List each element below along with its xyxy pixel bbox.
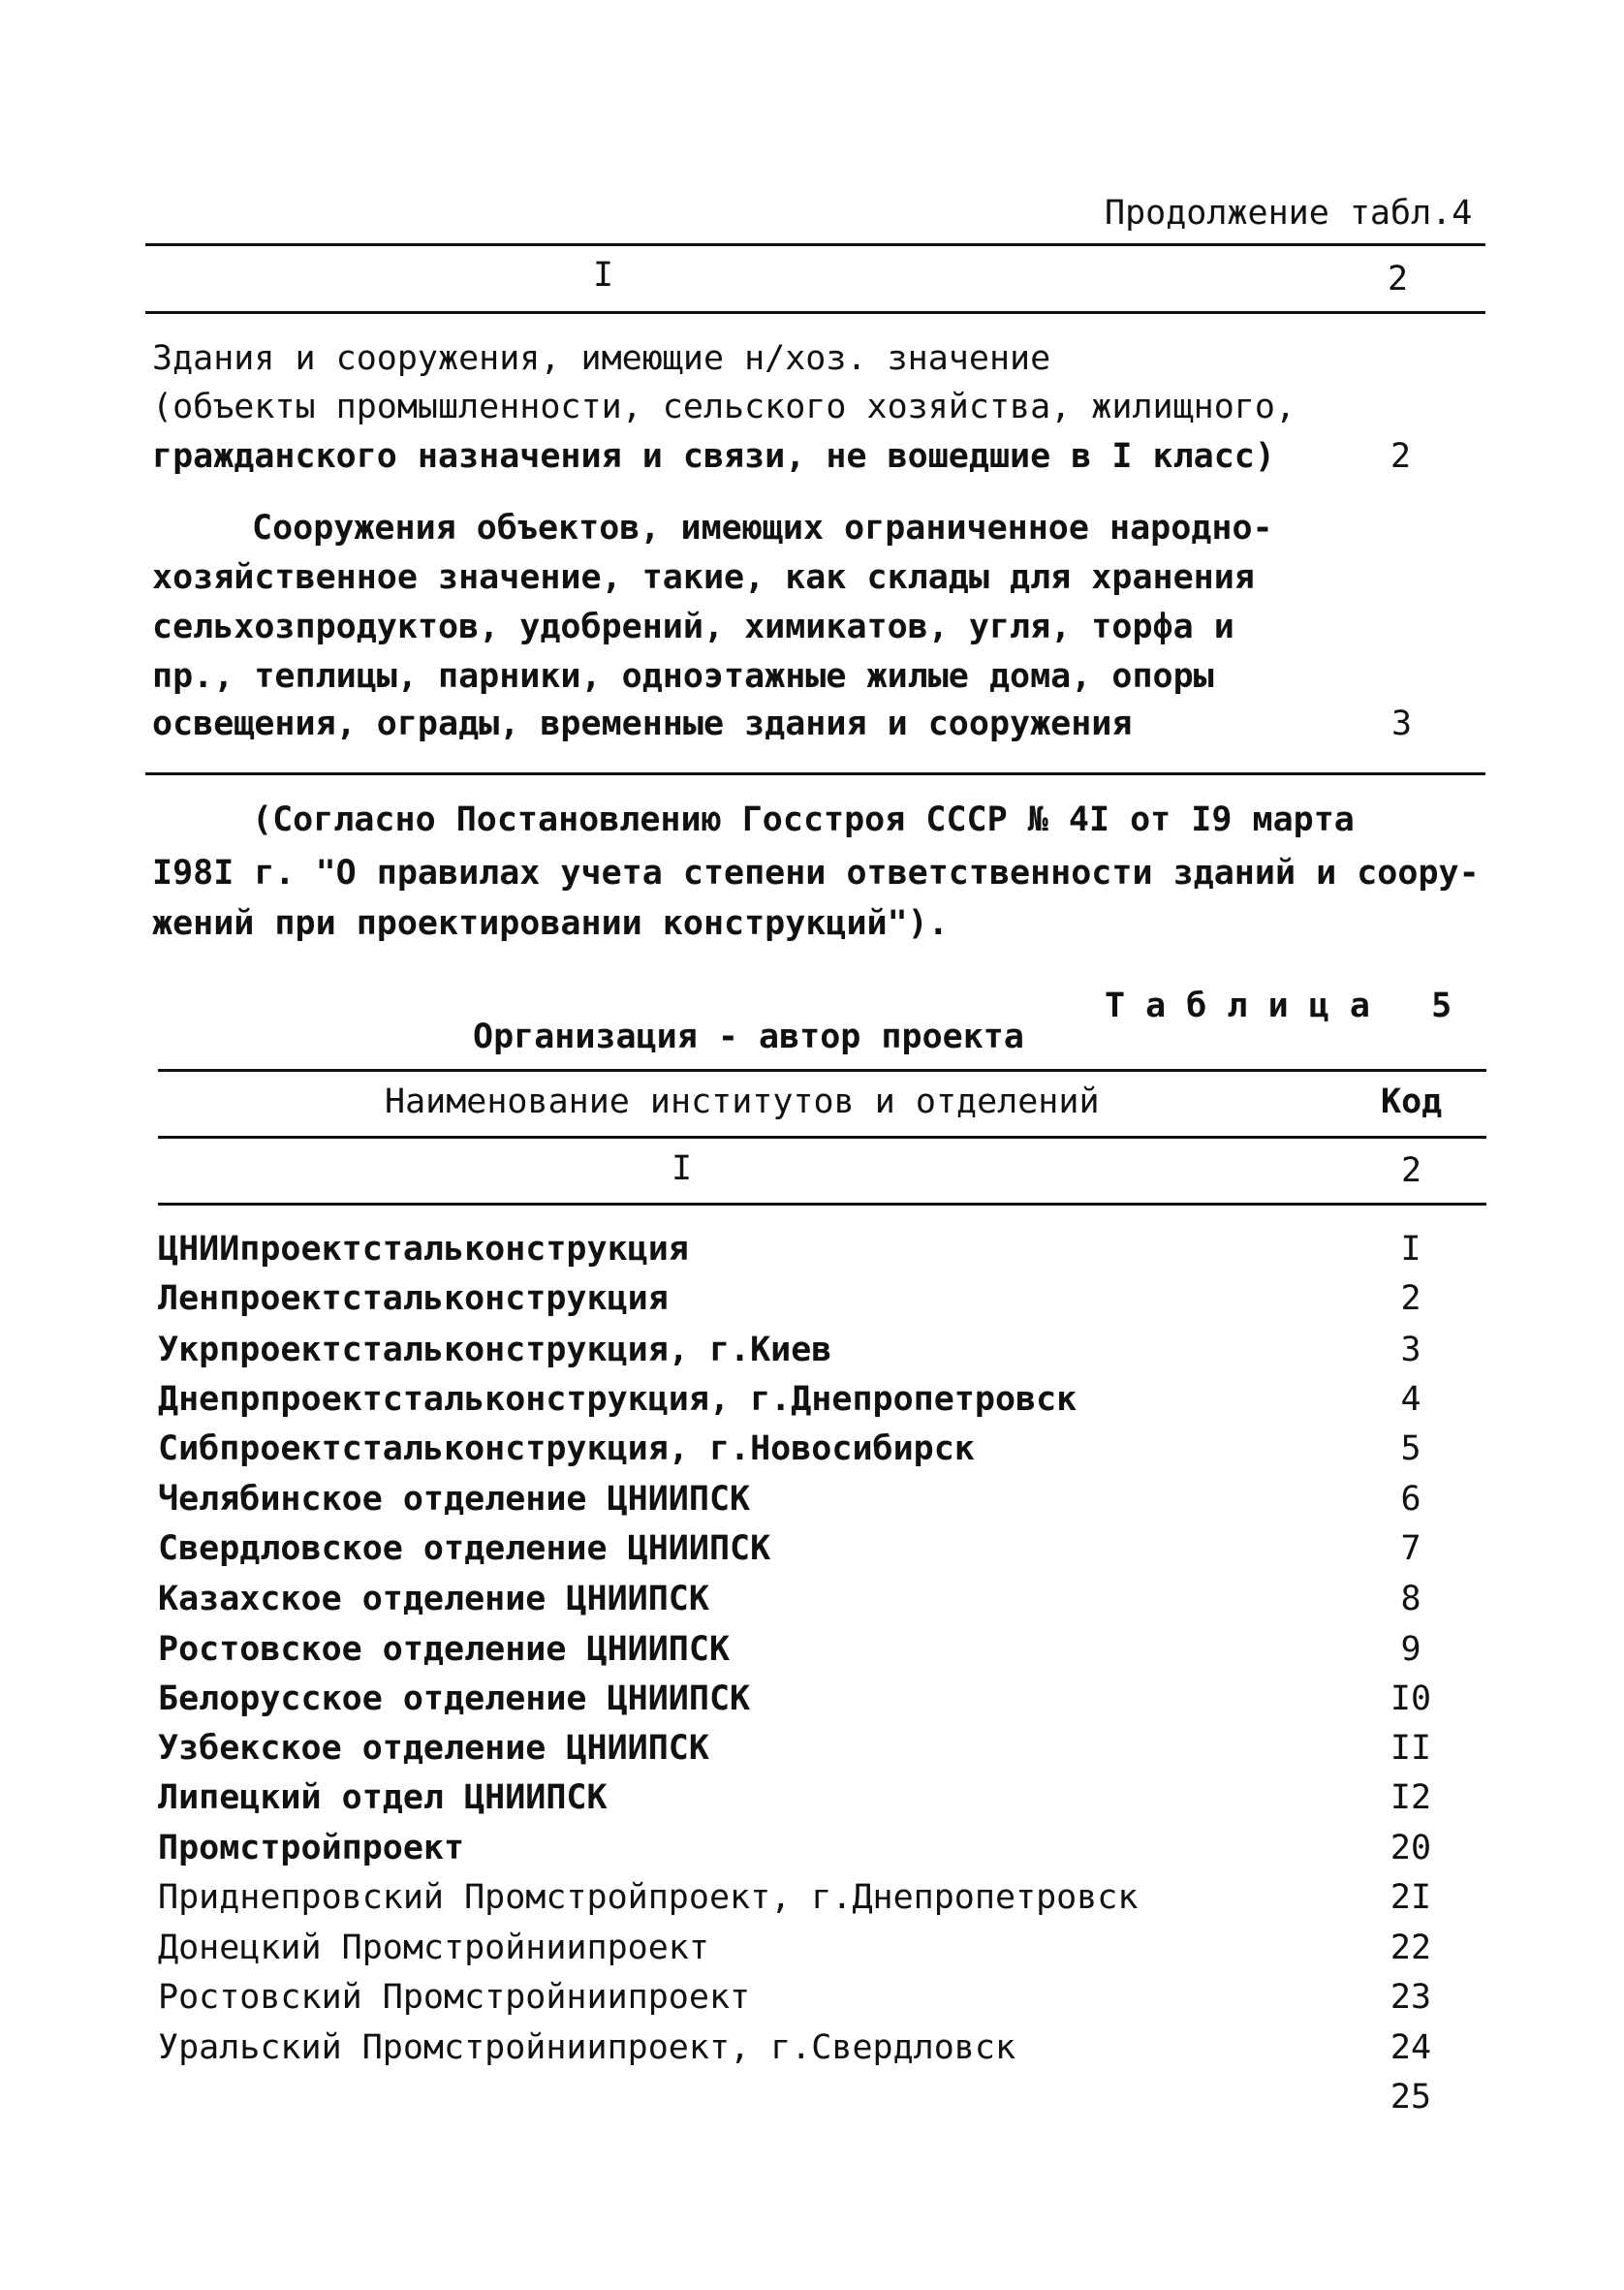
table5-row-name: Ленпроектстальконструкция [158, 1279, 669, 1318]
note-line: (Согласно Постановлению Госстроя СССР № 4I от I9 марта [252, 800, 1355, 839]
table5-row-code: 2 [1400, 1279, 1421, 1318]
table5-row-code: 8 [1400, 1580, 1421, 1618]
table5-row-name: Донецкий Промстройниипроект [158, 1929, 709, 1967]
table5-row-code: I0 [1390, 1679, 1432, 1718]
table5-row-code: 22 [1390, 1929, 1432, 1967]
table5-row-code: 2I [1390, 1878, 1432, 1917]
table5-row-name: Днепрпроектстальконструкция, г.Днепропетровск [158, 1380, 1077, 1419]
table5-row-code: I2 [1390, 1778, 1432, 1817]
table4-row2-line: Сооружения объектов, имеющих ограниченное народно- [252, 509, 1273, 548]
table5-row-name: ЦНИИпроектстальконструкция [158, 1230, 689, 1269]
table4-row1-line: (объекты промышленности, сельского хозяйства, жилищного, [152, 388, 1296, 426]
table4-row1-line: гражданского назначения и связи, не вошедшие в I класс) [152, 437, 1275, 476]
table5-row-name: Белорусское отделение ЦНИИПСК [158, 1679, 751, 1718]
table5-row-code: 24 [1390, 2028, 1432, 2067]
table5-row-code: 9 [1400, 1630, 1421, 1669]
table5-row-name: Свердловское отделение ЦНИИПСК [158, 1529, 771, 1568]
table5-header-col1: Наименование институтов и отделений [385, 1082, 1100, 1121]
table4-row2-line: сельхозпродуктов, удобрений, химикатов, угля, торфа и [152, 608, 1234, 646]
table5-row-code: 25 [1390, 2078, 1432, 2117]
table5-row-name: Сибпроектстальконструкция, г.Новосибирск [158, 1429, 975, 1468]
table5-row-code: 5 [1400, 1429, 1421, 1468]
table5-row-code: 3 [1400, 1331, 1421, 1369]
table5-row-name: Уральский Промстройниипроект, г.Свердловск [158, 2028, 1016, 2067]
table4-row1-line: Здания и сооружения, имеющие н/хоз. значение [152, 339, 1051, 378]
table4-row2-code: 3 [1391, 705, 1413, 743]
table5-row-name: Липецкий отдел ЦНИИПСК [158, 1778, 608, 1817]
table5-row-name: Узбекское отделение ЦНИИПСК [158, 1729, 709, 1768]
table4-top-rule [145, 243, 1485, 246]
table5-row-code: I [1400, 1230, 1421, 1269]
table4-row2-line: пр., теплицы, парники, одноэтажные жилые дома, опоры [152, 657, 1214, 696]
table5-row-name: Ростовский Промстройниипроект [158, 1978, 751, 2017]
table5-row-name: Укрпроектстальконструкция, г.Киев [158, 1331, 832, 1369]
table5-row-code: 23 [1390, 1978, 1432, 2017]
table5-top-rule [158, 1069, 1486, 1072]
table5-row-code: 4 [1400, 1380, 1421, 1419]
table4-bottom-rule [145, 772, 1485, 775]
table5-label: Т а б л и ц а 5 [1105, 987, 1452, 1025]
table4-row2-line: хозяйственное значение, такие, как склады для хранения [152, 558, 1255, 597]
table4-row1-code: 2 [1390, 437, 1412, 476]
table5-header-col2: Код [1381, 1082, 1443, 1121]
table5-title: Организация - автор проекта [473, 1018, 1024, 1056]
table4-caption: Продолжение табл.4 [1105, 194, 1473, 233]
table5-numbering-rule [158, 1203, 1486, 1206]
table5-row-code: 6 [1400, 1480, 1421, 1519]
table5-row-name: Промстройпроект [158, 1829, 465, 1867]
table5-numbering-col1: I [671, 1149, 693, 1188]
table5-row-name: Казахское отделение ЦНИИПСК [158, 1580, 709, 1618]
table4-header-col1: I [593, 256, 614, 295]
table4-header-rule [145, 311, 1485, 314]
table5-row-code: II [1390, 1729, 1432, 1768]
table5-row-name: Приднепровский Промстройпроект, г.Днепропетровск [158, 1878, 1139, 1917]
note-line: жений при проектировании конструкций"). [152, 904, 949, 943]
table4-row2-line: освещения, ограды, временные здания и сооружения [152, 705, 1133, 743]
table5-row-code: 20 [1390, 1829, 1432, 1867]
table5-row-name: Ростовское отделение ЦНИИПСК [158, 1630, 731, 1669]
note-line: I98I г. "О правилах учета степени ответственности зданий и соору- [152, 854, 1480, 893]
table4-header-col2: 2 [1388, 260, 1409, 298]
table5-numbering-col2: 2 [1401, 1151, 1422, 1190]
table5-row-code: 7 [1400, 1529, 1421, 1568]
table5-row-name: Челябинское отделение ЦНИИПСК [158, 1480, 751, 1519]
table5-header-rule [158, 1136, 1486, 1139]
